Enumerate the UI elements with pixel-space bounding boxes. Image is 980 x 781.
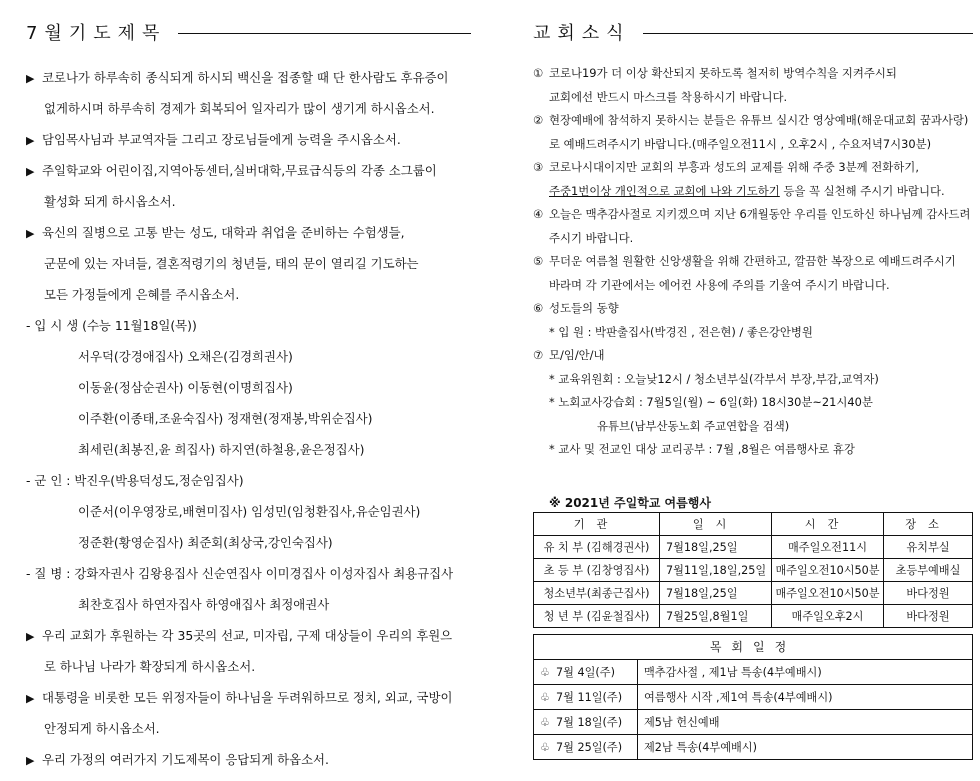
summer-table-row [534, 558, 973, 581]
date-cell: 7월18일,25일 [660, 535, 772, 558]
place-cell: 바다정원 [884, 604, 973, 627]
place-cell: 초등부예배실 [884, 558, 973, 581]
prayer-line-text: 코로나가 하루속히 종식되게 하시되 백신을 접종할 때 단 한사람도 후유증이 [42, 70, 449, 85]
news-line-text: 교회에선 반드시 마스크를 착용하시기 바랍니다. [549, 89, 788, 104]
news-line-text: 오늘은 맥추감사절로 지키겠으며 지난 6개월동안 우리를 인도하신 하나님께 감사드려 [549, 207, 971, 221]
schedule-date-cell [534, 659, 638, 684]
dept-cell: 청소년부(최종근집사) [534, 581, 660, 604]
dept-cell: 청 년 부 (김윤철집사) [534, 604, 660, 627]
schedule-header-row [534, 634, 973, 659]
news-line [533, 156, 973, 180]
news-number-marker: ② [533, 113, 544, 127]
dept-cell: 초 등 부 (김창영집사) [534, 558, 660, 581]
news-line-text: * 교육위원회 : 오늘낮12시 / 청소년부실(각부서 부장,부감,교역자) [549, 371, 879, 386]
schedule-event-cell: 맥추감사절 , 제1남 특송(4부예배시) [638, 659, 973, 684]
clover-icon: ♧ [540, 740, 551, 754]
news-line-text: 주시기 바랍니다. [549, 230, 634, 245]
prayer-line [26, 527, 471, 558]
prayer-topics-title: 7월기도제목 [26, 23, 167, 44]
schedule-row [534, 709, 973, 734]
prayer-line [26, 713, 471, 744]
header-rule [643, 33, 973, 34]
prayer-line-text: 이준서(이우영장로,배현미집사) 임성민(임청환집사,유순임권사) [78, 504, 421, 519]
header-date: 일시 [660, 512, 772, 535]
news-line [533, 415, 973, 439]
prayer-topics-header [26, 14, 471, 50]
prayer-line-text: 군문에 있는 자녀들, 결혼적령기의 청년들, 태의 문이 열리길 기도하는 [44, 256, 419, 271]
schedule-date-cell [534, 734, 638, 759]
time-cell: 매주일오후2시 [772, 604, 884, 627]
news-line [533, 180, 973, 204]
schedule-event-cell: 제2남 특송(4부예배시) [638, 734, 973, 759]
news-line [533, 203, 973, 227]
prayer-line [26, 465, 471, 496]
prayer-line [26, 62, 471, 93]
news-line [533, 391, 973, 415]
news-line-text: 바라며 각 기관에서는 에어컨 사용에 주의를 기울여 주시기 바랍니다. [549, 277, 890, 292]
dept-cell: 유 치 부 (김해경권사) [534, 535, 660, 558]
prayer-topics-list [26, 62, 471, 775]
schedule-event-cell: 제5남 헌신예배 [638, 709, 973, 734]
news-line-text: 코로나19가 더 이상 확산되지 못하도록 철저히 방역수칙을 지켜주시되 [549, 66, 897, 80]
header-place: 장소 [884, 512, 973, 535]
church-news-header [533, 14, 973, 50]
prayer-line-text: - 입 시 생 (수능 11월18일(목)) [26, 318, 197, 333]
schedule-event-cell: 여름행사 시작 ,제1여 특송(4부예배시) [638, 684, 973, 709]
header-rule [178, 33, 471, 34]
prayer-line-text: - 질 병 : 강화자권사 김왕용집사 신순연집사 이미경집사 이성자집사 최용규집사 [26, 566, 454, 581]
church-news-section [533, 14, 973, 760]
bullet-triangle-icon: ▶ [26, 165, 35, 178]
news-number-marker: ⑤ [533, 254, 544, 268]
prayer-line [26, 403, 471, 434]
clover-icon: ♧ [540, 665, 551, 679]
news-line-text: 코로나시대이지만 교회의 부흥과 성도의 교제를 위해 주중 3분께 전화하기, [549, 160, 919, 174]
schedule-row [534, 684, 973, 709]
news-line-text: * 교사 및 전교인 대상 교리공부 : 7월 ,8월은 여름행사로 휴강 [549, 442, 855, 456]
prayer-line-text: 활성화 되게 하시옵소서. [44, 194, 176, 209]
summer-table-row [534, 535, 973, 558]
prayer-line [26, 279, 471, 310]
schedule-title: 목회일정 [534, 634, 973, 659]
news-line [533, 344, 973, 368]
prayer-line [26, 186, 471, 217]
prayer-line-text: 대통령을 비롯한 모든 위정자들이 하나님을 두려워하므로 정치, 외교, 국방이 [42, 690, 453, 705]
prayer-line-text: 없게하시며 하루속히 경제가 회복되어 일자리가 많이 생기게 하시옵소서. [44, 101, 435, 116]
news-line [533, 109, 973, 133]
prayer-line [26, 434, 471, 465]
news-line-text: * 입 원 : 박판출집사(박경진 , 전은현) / 좋은강안병원 [549, 324, 813, 339]
prayer-line [26, 217, 471, 248]
prayer-line [26, 93, 471, 124]
prayer-line-text: 서우덕(강경애집사) 오채은(김경희권사) [78, 349, 293, 364]
news-number-marker: ④ [533, 207, 544, 221]
news-number-marker: ⑥ [533, 301, 544, 315]
prayer-line-text: 주일학교와 어린이집,지역아동센터,실버대학,무료급식등의 각종 소그룹이 [42, 163, 437, 178]
schedule-date-cell [534, 684, 638, 709]
prayer-line [26, 310, 471, 341]
prayer-line [26, 589, 471, 620]
news-line [533, 297, 973, 321]
news-line-text: * 노회교사강습회 : 7월5일(월) ~ 6일(화) 18시30분~21시40분 [549, 395, 873, 409]
prayer-line-text: 이주환(이종태,조윤숙집사) 정재현(정재봉,박위순집사) [78, 411, 373, 426]
news-line-text: 모/임/안/내 [549, 348, 605, 362]
bullet-triangle-icon: ▶ [26, 72, 35, 85]
news-line [533, 438, 973, 462]
prayer-line-text: 최찬호집사 하연자집사 하영애집사 최정애권사 [78, 597, 330, 612]
prayer-line [26, 248, 471, 279]
news-number-marker: ① [533, 66, 544, 80]
prayer-line [26, 682, 471, 713]
summer-events-table [533, 512, 973, 628]
prayer-line [26, 651, 471, 682]
prayer-line [26, 496, 471, 527]
prayer-line [26, 155, 471, 186]
schedule-date: 7월 4일(주) [556, 665, 615, 679]
place-cell: 바다정원 [884, 581, 973, 604]
news-number-marker: ⑦ [533, 348, 544, 362]
schedule-row [534, 734, 973, 759]
news-line [533, 133, 973, 157]
news-line [533, 62, 973, 86]
summer-table-row [534, 581, 973, 604]
church-news-list [533, 62, 973, 462]
prayer-line-text: 담임목사님과 부교역자들 그리고 장로님들에게 능력을 주시옵소서. [42, 132, 401, 147]
bullet-triangle-icon: ▶ [26, 692, 35, 705]
bullet-triangle-icon: ▶ [26, 134, 35, 147]
pastoral-schedule-table [533, 634, 973, 760]
prayer-line-text: 우리 교회가 후원하는 각 35곳의 선교, 미자립, 구제 대상들이 우리의 후원으 [42, 628, 453, 643]
news-line-text: 현장예배에 참석하지 못하시는 분들은 유튜브 실시간 영상예배(해운대교회 꿈과사랑) [549, 113, 969, 127]
schedule-date: 7월 25일(주) [556, 740, 623, 754]
church-news-title: 교회소식 [533, 23, 631, 44]
prayer-line-text: 정준환(황영순집사) 최준회(최상국,강인숙집사) [78, 535, 333, 550]
news-line [533, 321, 973, 345]
news-line-text: 등을 꼭 실천해 주시기 바랍니다. [779, 183, 945, 198]
date-cell: 7월25일,8월1일 [660, 604, 772, 627]
news-line-text: 유튜브(남부산동노회 주교연합을 검색) [597, 418, 790, 433]
summer-table-row [534, 604, 973, 627]
schedule-date-cell [534, 709, 638, 734]
prayer-line [26, 558, 471, 589]
prayer-line-text: - 군 인 : 박진우(박용덕성도,정순임집사) [26, 473, 244, 488]
time-cell: 매주일오전10시50분 [772, 581, 884, 604]
summer-table-header-row [534, 512, 973, 535]
prayer-line-text: 모든 가정들에게 은혜를 주시옵소서. [44, 287, 240, 302]
time-cell: 매주일오전10시50분 [772, 558, 884, 581]
time-cell: 매주일오전11시 [772, 535, 884, 558]
date-cell: 7월18일,25일 [660, 581, 772, 604]
prayer-topics-section [26, 14, 471, 775]
prayer-line [26, 341, 471, 372]
header-dept: 기관 [534, 512, 660, 535]
clover-icon: ♧ [540, 715, 551, 729]
bullet-triangle-icon: ▶ [26, 754, 35, 767]
news-underlined-text: 주중1번이상 개인적으로 교회에 나와 기도하기 [549, 183, 780, 198]
date-cell: 7월11일,18일,25일 [660, 558, 772, 581]
schedule-date: 7월 18일(주) [556, 715, 623, 729]
prayer-line-text: 로 하나님 나라가 확장되게 하시옵소서. [44, 659, 256, 674]
news-line-text: 무더운 여름철 원활한 신앙생활을 위해 간편하고, 깔끔한 복장으로 예배드려주시기 [549, 254, 956, 268]
bullet-triangle-icon: ▶ [26, 630, 35, 643]
prayer-line-text: 우리 가정의 여러가지 기도제목이 응답되게 하옵소서. [42, 752, 329, 767]
header-time: 시간 [772, 512, 884, 535]
clover-icon: ♧ [540, 690, 551, 704]
prayer-line [26, 372, 471, 403]
bullet-triangle-icon: ▶ [26, 227, 35, 240]
news-line-text: 성도들의 동향 [549, 301, 619, 315]
news-line [533, 227, 973, 251]
prayer-line-text: 육신의 질병으로 고통 받는 성도, 대학과 취업을 준비하는 수험생들, [42, 225, 405, 240]
news-line [533, 368, 973, 392]
news-line-text: 로 예배드려주시기 바랍니다.(매주일오전11시 , 오후2시 , 수요저녁7시30분) [549, 136, 932, 151]
news-line [533, 250, 973, 274]
prayer-line [26, 620, 471, 651]
prayer-line-text: 최세린(최봉진,윤 희집사) 하지연(하철용,윤은정집사) [78, 442, 365, 457]
schedule-row [534, 659, 973, 684]
news-line [533, 274, 973, 298]
news-number-marker: ③ [533, 160, 544, 174]
news-line [533, 86, 973, 110]
prayer-line-text: 이동윤(정삼순권사) 이동현(이명희집사) [78, 380, 293, 395]
schedule-date: 7월 11일(주) [556, 690, 623, 704]
prayer-line [26, 744, 471, 775]
prayer-line-text: 안정되게 하시옵소서. [44, 721, 160, 736]
summer-events-title: ※ 2021년 주일학교 여름행사 [549, 495, 711, 510]
prayer-line [26, 124, 471, 155]
place-cell: 유치부실 [884, 535, 973, 558]
